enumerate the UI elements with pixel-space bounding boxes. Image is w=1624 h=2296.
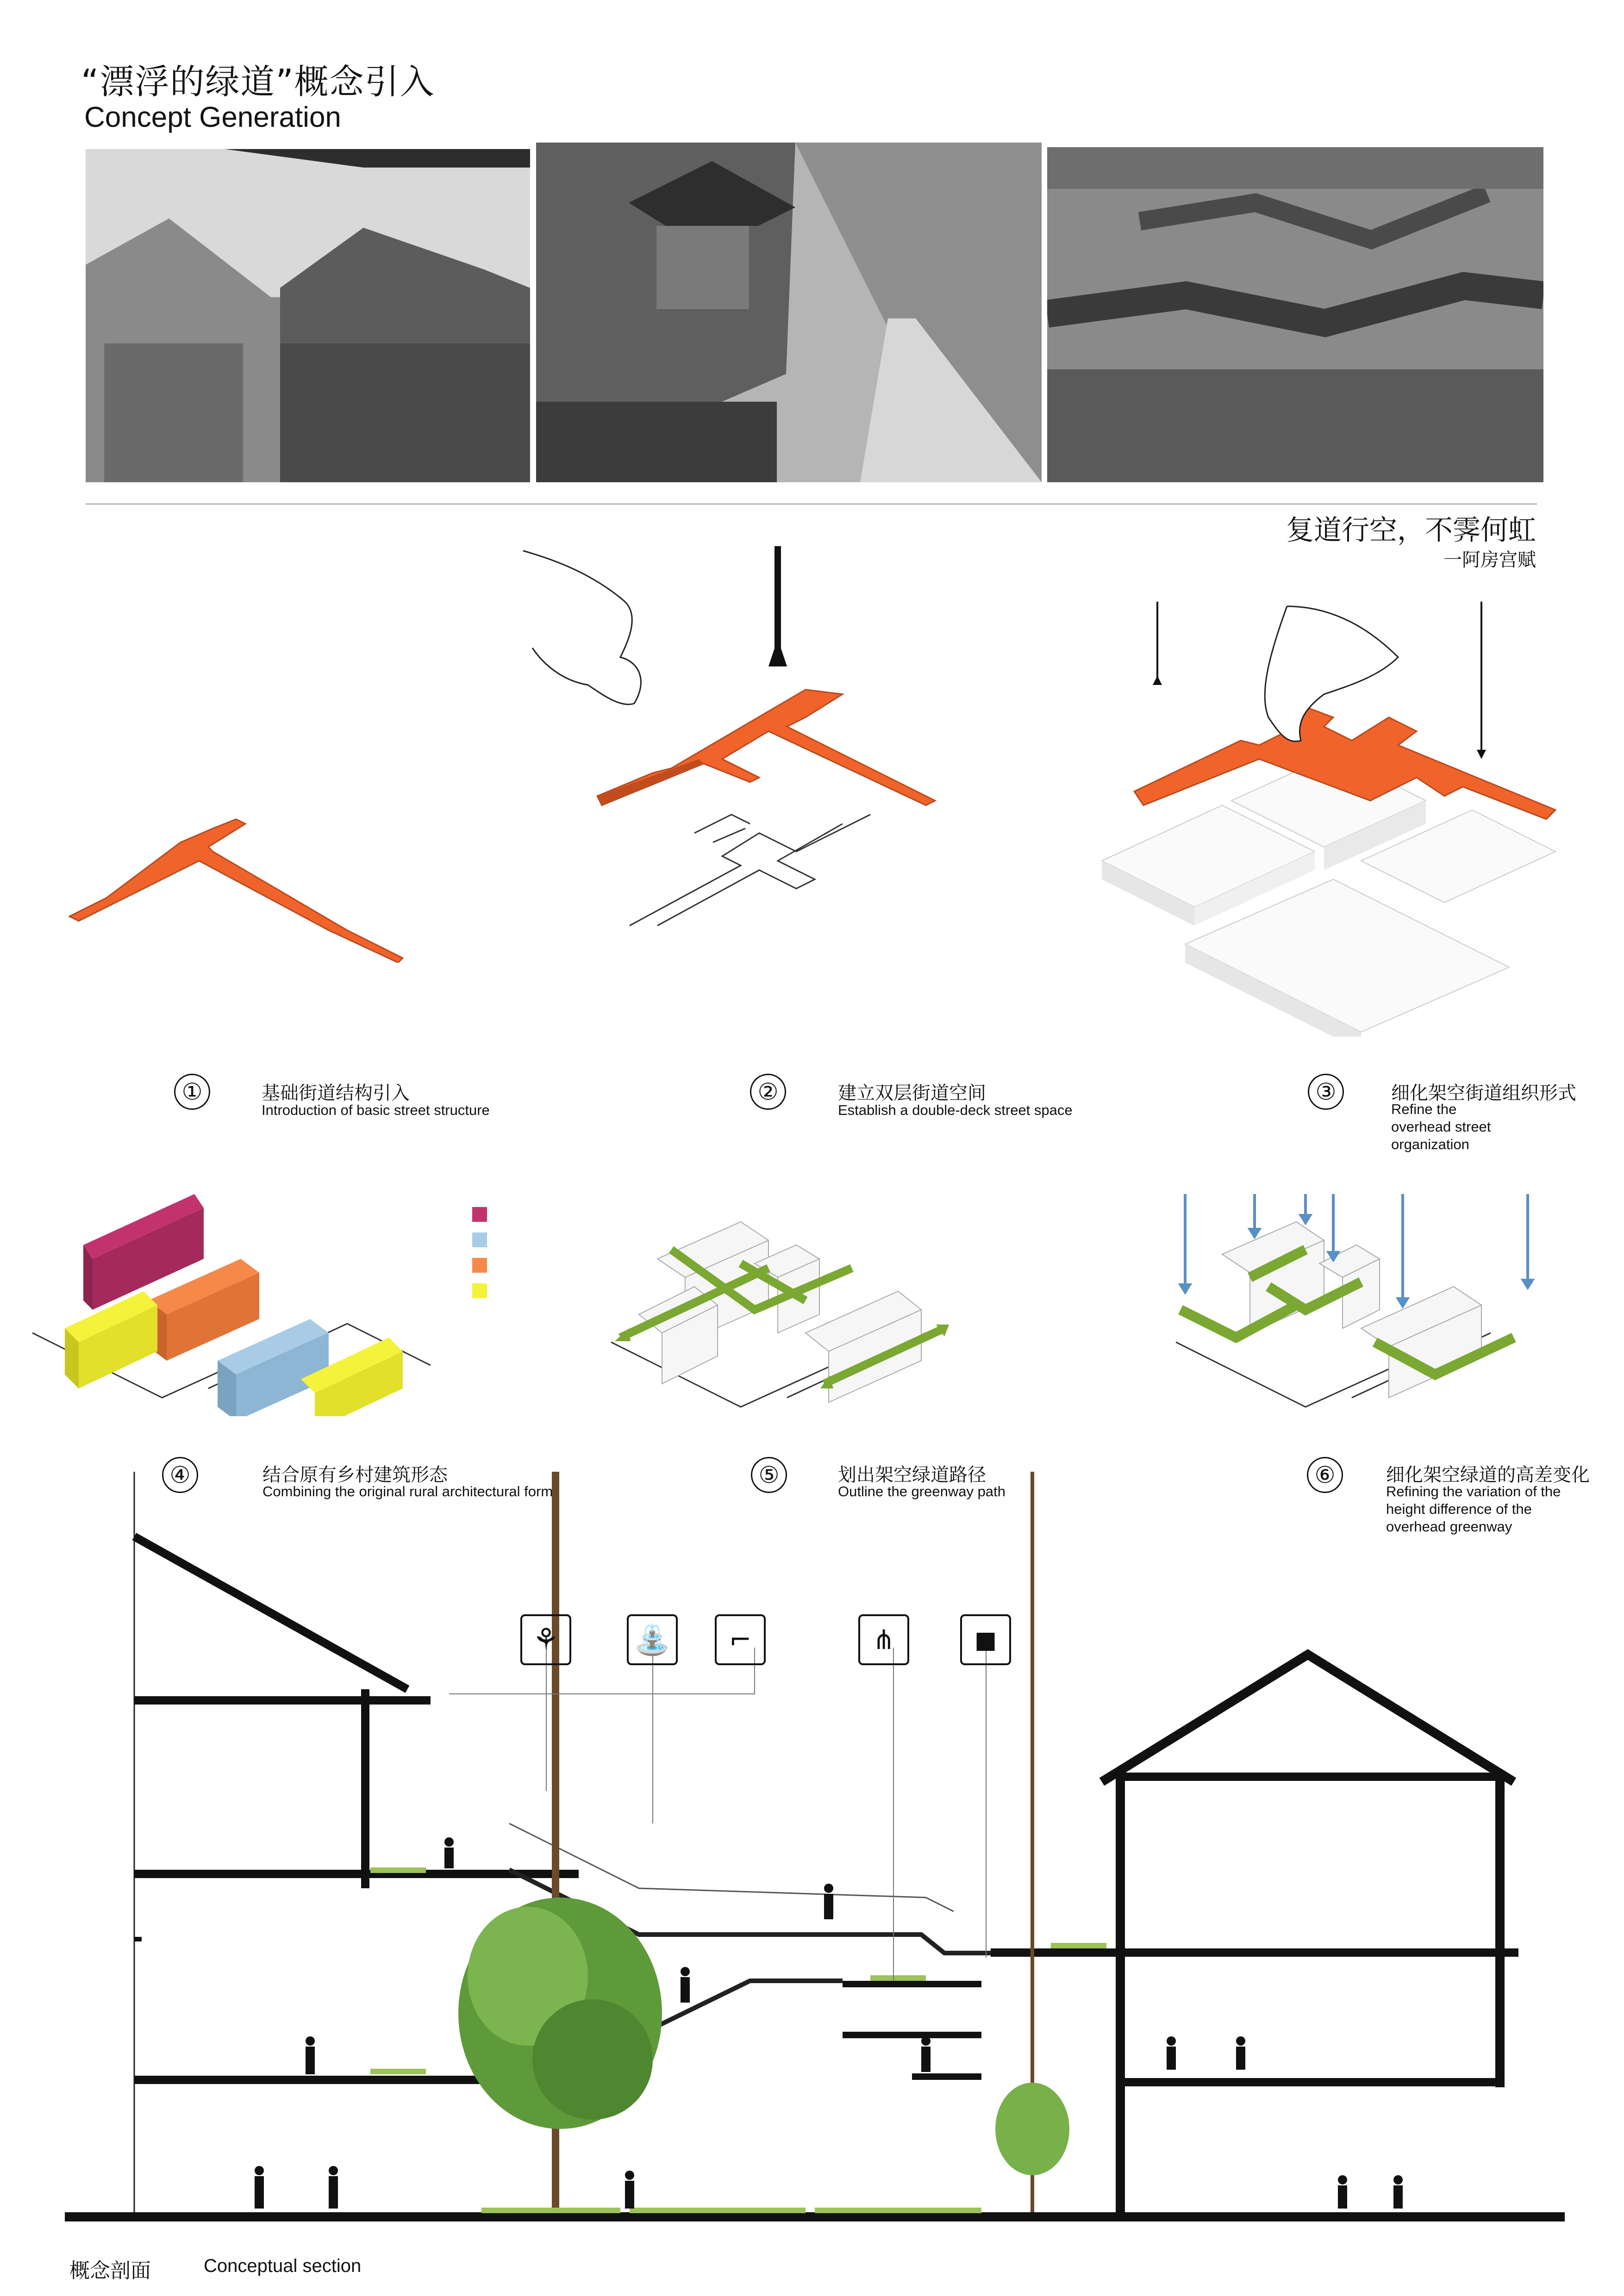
step6-diagram xyxy=(1167,1194,1565,1435)
step-2-title-en: Establish a double-deck street space xyxy=(838,1102,1073,1118)
legend-swatch-yellow xyxy=(472,1283,487,1298)
step2-diagram xyxy=(518,546,1009,944)
cube-icon: ◼ xyxy=(960,1614,1011,1665)
legend-swatch-orange xyxy=(472,1258,487,1273)
sink-icon: ⌐ xyxy=(715,1614,766,1665)
legend-swatch-blue xyxy=(472,1232,487,1247)
step-3-title-cn: 细化架空街道组织形式 xyxy=(1391,1083,1576,1104)
step3-diagram xyxy=(1093,602,1574,1037)
step-4-title-en: Combining the original rural architectural form xyxy=(262,1483,553,1500)
step5-diagram xyxy=(602,1194,1009,1435)
step-6-title-en: Refining the variation of the height difference of the overhead greenway xyxy=(1386,1483,1561,1535)
conceptual-section xyxy=(65,1472,1565,2221)
legend-swatch-magenta xyxy=(472,1207,487,1222)
plant-pot-icon: ⚘ xyxy=(520,1614,571,1665)
page-title-en: Concept Generation xyxy=(84,101,341,133)
step-4-title-cn: 结合原有乡村建筑形态 xyxy=(262,1464,448,1486)
step-5-title-en: Outline the greenway path xyxy=(838,1483,1006,1500)
step-5-number: ⑤ xyxy=(751,1457,787,1493)
step-1-title-en: Introduction of basic street structure xyxy=(262,1102,490,1118)
step-1-title-cn: 基础街道结构引入 xyxy=(262,1083,410,1104)
step-1-number: ① xyxy=(174,1074,210,1110)
section-label-cn: 概念剖面 xyxy=(69,2259,151,2283)
photo-corridor-pavilion xyxy=(536,143,1042,482)
step-6-number: ⑥ xyxy=(1307,1457,1343,1493)
step4-diagram xyxy=(23,1194,463,1416)
photo-temple-stairs xyxy=(86,149,530,482)
photo-winding-corridor xyxy=(1047,147,1543,482)
step-6-title-cn: 细化架空绿道的高差变化 xyxy=(1386,1464,1590,1486)
grass-icon: ⋔ xyxy=(858,1614,909,1665)
step1-diagram xyxy=(60,787,412,963)
step-5-title-cn: 划出架空绿道路径 xyxy=(838,1464,986,1486)
section-label-en: Conceptual section xyxy=(204,2256,362,2276)
step-4-number: ④ xyxy=(162,1457,198,1493)
step-2-title-cn: 建立双层街道空间 xyxy=(838,1083,986,1104)
page-title-cn: “漂浮的绿道”概念引入 xyxy=(81,62,435,102)
step-3-title-en: Refine the overhead street organization xyxy=(1391,1101,1491,1152)
fountain-icon: ⛲ xyxy=(627,1614,678,1665)
quote-text: 复道行空，不霁何虹 xyxy=(1286,514,1536,547)
step-3-number: ③ xyxy=(1308,1074,1344,1110)
quote-source: 一阿房宫赋 xyxy=(1443,549,1536,571)
step-2-number: ② xyxy=(750,1074,786,1110)
